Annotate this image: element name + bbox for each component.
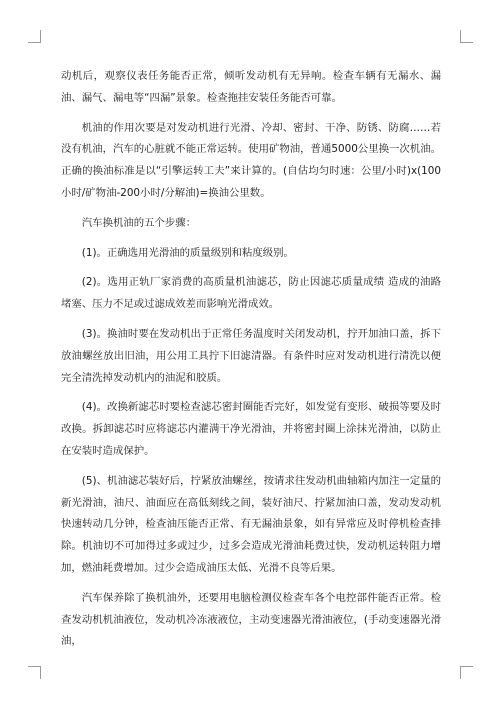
paragraph-engine-oil-role: 机油的作用次要是对发动机进行光滑、冷却、密封、干净、防锈、防腐……若没有机油，汽车的心脏就不能正常运转。使用矿物油，普通5000公里换一次机油。正确的换油标准是以“引擎运转工夫”来计算的。(自估均匀时速：公里/小时)x(100小时/矿物油-200小时/分解油)=换油公里数。 [61, 121, 441, 199]
paragraph-continuation: 动机后，观察仪表任务能否正常，倾听发动机有无异响。检查车辆有无漏水、漏油、漏气、漏电等“四漏”景象。检查拖挂安装任务能否可靠。 [61, 70, 441, 104]
document-body [61, 66, 441, 661]
paragraph-five-steps-heading: 汽车换机油的五个步骤： [81, 216, 197, 229]
paragraph-step-2: (2)。选用正轨厂家消费的高质量机油滤芯，防止因滤芯质量成绩 造成的油路堵塞、压力不足或过滤成效差而影响光滑成效。 [61, 276, 441, 311]
paragraph-step-5: (5)、机油滤芯装好后，拧紧放油螺丝，按请求往发动机曲轴箱内加注一定量的新光滑油，油尺、油面应在高低刻线之间，装好油尺、拧紧加油口盖，发动发动机快速转动几分钟，检查油压能否正常、有无漏油景象，如有异常应及时停机检查排除。机油切不可加得过多或过少，过多会造成光滑油耗费过快，发动机运转阻力增加，燃油耗费增加。过少会造成油压太低、光滑不良等后果。 [61, 474, 441, 574]
crop-mark-top-left [28, 30, 41, 43]
crop-mark-bottom-right [460, 666, 473, 679]
paragraph-step-1: (1)。正确选用光滑油的质量级别和粘度级别。 [81, 246, 294, 259]
paragraph-maintenance: 汽车保养除了换机油外，还要用电脑检测仪检查车各个电控部件能否正常。检查发动机机油液位，发动机冷冻液液位，主动变速器光滑油液位，(手动变速器光滑油， [61, 591, 441, 648]
paragraph-step-4: (4)。改换新滤芯时要检查滤芯密封圈能否完好，如发觉有变形、破损等要及时改换。拆卸滤芯时应将滤芯内灌满干净光滑油，并将密封圈上涂抹光滑油，以防止在安装时造成保护。 [61, 401, 441, 457]
crop-mark-top-right [460, 30, 473, 43]
crop-mark-bottom-left [28, 666, 41, 679]
paragraph-step-3: (3)。换油时要在发动机出于正常任务温度时关闭发动机，拧开加油口盖，拆下放油螺丝放出旧油，用公用工具拧下旧滤清器。有条件时应对发动机进行清洗以便完全清洗掉发动机内的油泥和胶质。 [61, 327, 441, 384]
